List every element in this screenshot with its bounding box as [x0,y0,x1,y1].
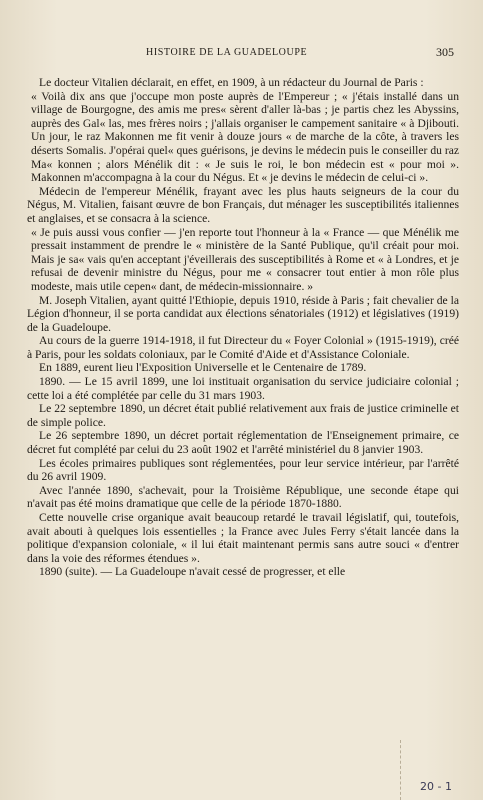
paragraph-9: Le 22 septembre 1890, un décret était publié relativement aux frais de justice criminelle et de simple police. [27,402,459,429]
body-text [27,76,459,579]
running-title: HISTOIRE DE LA GUADELOUPE [146,47,308,58]
paragraph-5: M. Joseph Vitalien, ayant quitté l'Ethiopie, depuis 1910, réside à Paris ; fait chevalier de la Légion d'honneur, il se porta candidat aux élections sénatoriales (1912) et législatives (1919) de la Guadeloupe. [27,293,459,334]
paragraph-6: Au cours de la guerre 1914-1918, il fut Directeur du « Foyer Colonial » (1915-1919), créé à Paris, pour les soldats coloniaux, par le Comité d'Aide et d'Assistance Coloniale. [27,334,459,361]
paragraph-7: En 1889, eurent lieu l'Exposition Universelle et le Centenaire de 1789. [39,361,367,375]
page-number: 305 [436,45,454,59]
paragraph-1: Le docteur Vitalien déclarait, en effet, en 1909, à un rédacteur du Journal de Paris : [39,76,424,89]
paragraph-13: Cette nouvelle crise organique avait beaucoup retardé le travail législatif, qui, toutefois, avait abouti à quelques lois essentielles ; la France avec Jules Ferry s'était lancée dans la politique d'expansion coloniale, « il lui était maintenant permis sans autre souci « d'entrer dans la voie des réformes étendues ». [27,511,459,565]
paragraph-3: Médecin de l'empereur Ménélik, frayant avec les plus hauts seigneurs de la cour du Négus, M. Vitalien, faisant œuvre de bon Français, dut ménager les susceptibilités italiennes et anglaises, et se consacra à la science. [27,184,459,225]
page-header [0,47,483,61]
paragraph-12: Avec l'année 1890, s'achevait, pour la Troisième République, une seconde étape qui n'avait pas été moins dramatique que celle de la période 1870-1880. [27,483,459,511]
paragraph-11: Les écoles primaires publiques sont réglementées, pour leur service intérieur, par l'arrêté du 26 avril 1909. [27,456,459,484]
quote-paragraph-2: « Je puis aussi vous confier — j'en reporte tout l'honneur à la « France — que Ménélik me pressait instamment de prendre le « ministère de la Santé Publique, qu'il créait pour moi. Mais je sa« vais qu'en acceptant j'éveillerais des susceptibilités à Rome et « à Londres, et je refusai de devenir ministre du Négus, pour me « consacrer tout entier à mon rôle plus modeste, mais utile cepen« dant, de médecin-missionnaire. » [31,225,459,293]
handwritten-note: 20 - 1 [420,780,452,793]
quote-paragraph-1: « Voilà dix ans que j'occupe mon poste auprès de l'Empereur ; « j'étais installé dans un village de Bourgogne, des amis me pres« sèrent d'aller là-bas ; je partis chez les Abyssins, auprès des Gal« las, mes frères noirs ; j'allais organiser le campement sanitaire « à Djibouti. Un jour, le raz Makonnen me fit venir à douze jours « de marche de la côte, à travers les déserts Somalis. J'opérai quel« ques guérisons, je devins le médecin puis le conseiller du raz Ma« konnen ; alors Ménélik dit : « Je suis le roi, le bon médecin est « pour moi ». Makonnen m'accompagna à la cour du Négus. Et « je devins le médecin de celui-ci ». [31,89,459,185]
paragraph-8: 1890. — Le 15 avril 1899, une loi instituait organisation du service judiciaire colonial ; cette loi a été complétée par celle du 31 mars 1903. [27,375,459,402]
paragraph-14: 1890 (suite). — La Guadeloupe n'avait cessé de progresser, et elle [39,565,346,579]
margin-rule [400,740,402,800]
paragraph-10: Le 26 septembre 1890, un décret portait réglementation de l'Enseignement primaire, ce décret fut complété par celui du 23 août 1902 et l'arrêté ministériel du 8 janvier 1903. [27,429,459,457]
